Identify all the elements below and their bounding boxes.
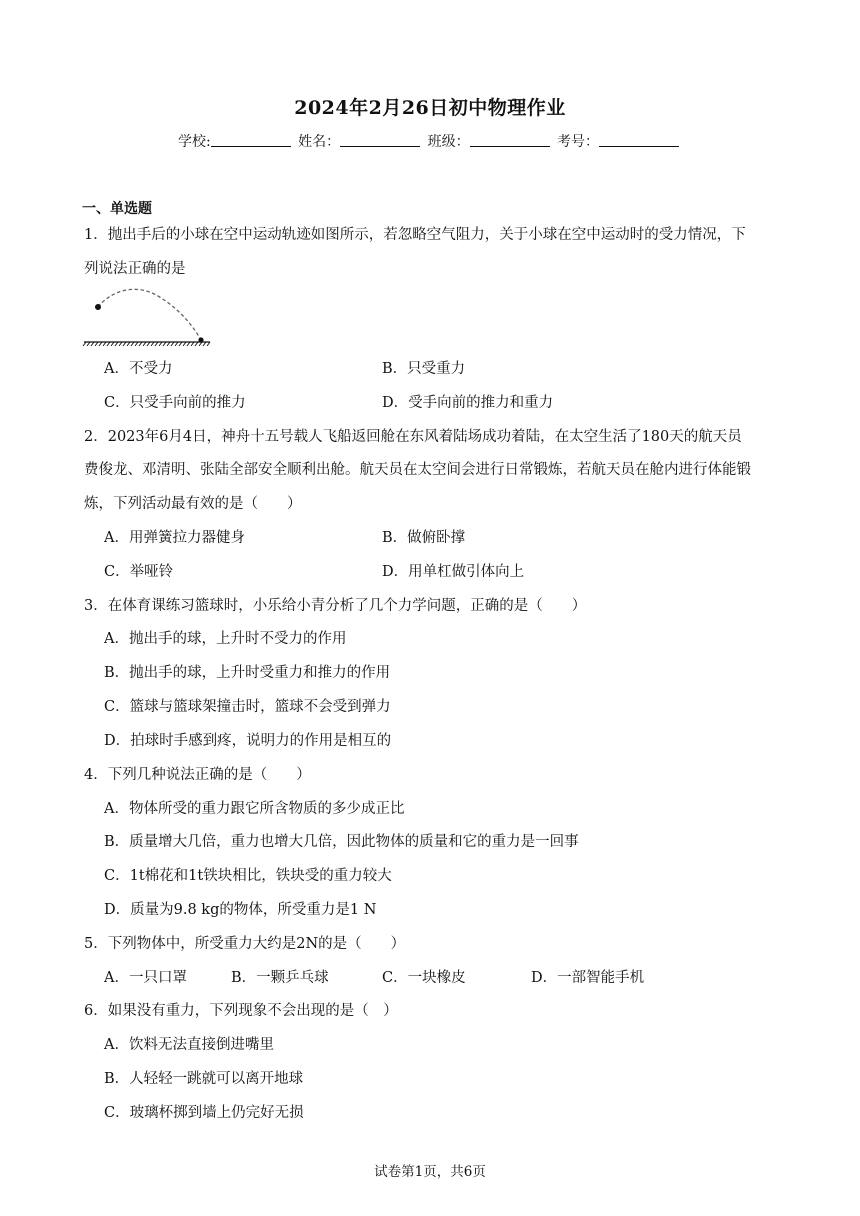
question-1-option-b[interactable]: B．只受重力 [382, 361, 466, 377]
question-3-option-d[interactable]: D．拍球时手感到疼，说明力的作用是相互的 [104, 733, 392, 749]
question-2-line-3: 炼，下列活动最有效的是（ ） [84, 496, 302, 512]
exam-number-blank[interactable] [599, 133, 679, 147]
question-2-option-b[interactable]: B．做俯卧撑 [382, 530, 466, 546]
question-1-option-a[interactable]: A．不受力 [104, 361, 173, 377]
exam-number-label: 考号： [557, 134, 600, 150]
question-6-option-b[interactable]: B．人轻轻一跳就可以离开地球 [104, 1071, 304, 1087]
ball-trajectory-figure [82, 284, 214, 346]
school-label: 学校: [177, 134, 211, 150]
question-3-option-a[interactable]: A．抛出手的球，上升时不受力的作用 [104, 631, 347, 647]
question-5-option-c[interactable]: C．一块橡皮 [382, 970, 466, 986]
question-2-line-2: 费俊龙、邓清明、张陆全部安全顺利出舱。航天员在太空间会进行日常锻炼，若航天员在舱内进行体能锻 [84, 462, 751, 478]
question-1-line-2: 列说法正确的是 [84, 261, 186, 277]
question-1-option-c[interactable]: C．只受手向前的推力 [104, 395, 246, 411]
question-4-option-d[interactable]: D．质量为9.8 kg的物体，所受重力是1 N [104, 902, 377, 918]
question-6-option-c[interactable]: C．玻璃杯掷到墙上仍完好无损 [104, 1105, 304, 1121]
question-6-option-a[interactable]: A．饮料无法直接倒进嘴里 [104, 1037, 274, 1053]
question-4-option-b[interactable]: B．质量增大几倍，重力也增大几倍，因此物体的质量和它的重力是一回事 [104, 834, 579, 850]
question-2-option-a[interactable]: A．用弹簧拉力器健身 [104, 530, 245, 546]
question-5-line-1: 5．下列物体中，所受重力大约是2N的是（ ） [84, 936, 406, 952]
name-blank[interactable] [340, 133, 420, 147]
question-5-option-a[interactable]: A．一只口罩 [104, 970, 187, 986]
question-2-option-c[interactable]: C．举哑铃 [104, 564, 174, 580]
question-3-line-1: 3．在体育课练习篮球时，小乐给小青分析了几个力学问题，正确的是（ ） [84, 598, 587, 614]
question-3-option-b[interactable]: B．抛出手的球，上升时受重力和推力的作用 [104, 665, 391, 681]
page-title: 2024年2月26日初中物理作业 [294, 97, 566, 119]
question-4-option-c[interactable]: C．1t棉花和1t铁块相比，铁块受的重力较大 [104, 868, 392, 884]
student-info-row [0, 131, 860, 151]
class-blank[interactable] [470, 133, 550, 147]
question-6-line-1: 6．如果没有重力，下列现象不会出现的是（ ） [84, 1003, 398, 1019]
question-5-option-d[interactable]: D．一部智能手机 [531, 970, 645, 986]
question-2-line-1: 2．2023年6月4日，神舟十五号载人飞船返回舱在东风着陆场成功着陆，在太空生活了180天的航天员 [84, 429, 742, 445]
question-4-line-1: 4．下列几种说法正确的是（ ） [84, 767, 311, 783]
question-1-option-d[interactable]: D．受手向前的推力和重力 [382, 395, 554, 411]
class-label: 班级： [427, 134, 470, 150]
question-3-option-c[interactable]: C．篮球与篮球架撞击时，篮球不会受到弹力 [104, 699, 391, 715]
section-heading: 一、单选题 [82, 201, 152, 217]
page-footer: 试卷第1页，共6页 [374, 1164, 486, 1180]
question-5-option-b[interactable]: B．一颗乒乓球 [231, 970, 329, 986]
name-label: 姓名： [298, 134, 341, 150]
school-blank[interactable] [211, 133, 291, 147]
question-1-line-1: 1．抛出手后的小球在空中运动轨迹如图所示，若忽略空气阻力，关于小球在空中运动时的受力情况，下 [84, 227, 746, 243]
question-4-option-a[interactable]: A．物体所受的重力跟它所含物质的多少成正比 [104, 801, 405, 817]
question-2-option-d[interactable]: D．用单杠做引体向上 [382, 564, 525, 580]
